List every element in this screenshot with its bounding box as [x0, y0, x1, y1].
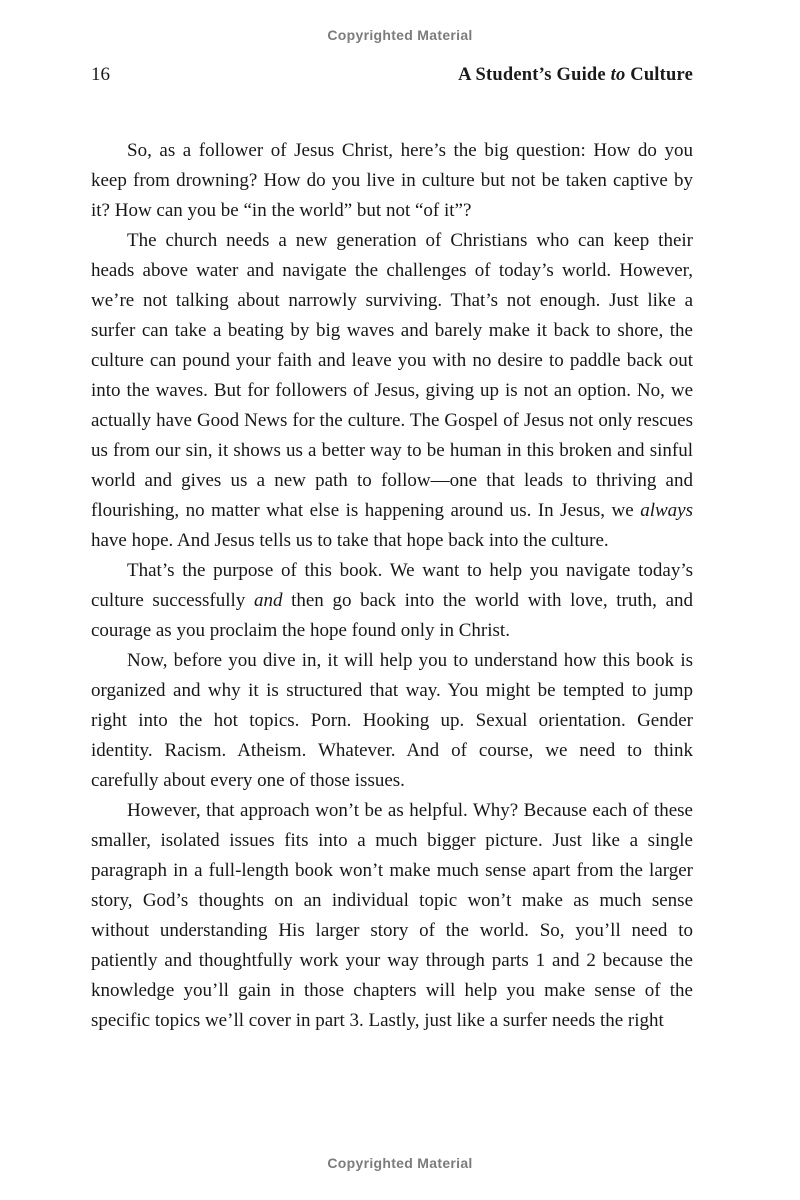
running-title-post: Culture [625, 65, 693, 85]
copyright-notice-top: Copyrighted Material [327, 27, 473, 43]
text-run: The church needs a new generation of Christians who can keep their heads above water and navigate the challenges of today’s world. However, we’re not talking about narrowly surviving. That’s not enough. Just like a surfer can take a beating by big waves and barely make it back to shore, the culture can pound your faith and leave you with no desire to paddle back out into the waves. But for followers of Jesus, giving up is not an option. No, we actually have Good News for the culture. The Gospel of Jesus not only rescues us from our sin, it shows us a better way to be human in this broken and sinful world and gives us a new path to follow—one that leads to thriving and flourishing, no matter what else is happening around us. In Jesus, we [91, 230, 693, 521]
body-paragraph [91, 646, 693, 796]
text-run: Now, before you dive in, it will help you to understand how this book is organized and why it is structured that way. You might be tempted to jump right into the hot topics. Porn. Hooking up. Sexual orientation. Gender identity. Racism. Atheism. Whatever. And of course, we need to think carefully about every one of those issues. [91, 650, 693, 791]
running-title [458, 65, 693, 86]
running-title-pre: A Student’s Guide [458, 65, 611, 85]
text-run: have hope. And Jesus tells us to take that hope back into the culture. [91, 530, 609, 551]
body-paragraph [91, 796, 693, 1036]
italic-text-run: always [640, 500, 693, 521]
copyright-notice-bottom: Copyrighted Material [327, 1155, 473, 1171]
body-text [91, 136, 693, 1036]
running-title-italic: to [610, 65, 626, 85]
text-run: However, that approach won’t be as helpful. Why? Because each of these smaller, isolated issues fits into a much bigger picture. Just like a single paragraph in a full-length book won’t make much sense apart from the larger story, God’s thoughts on an individual topic won’t make as much sense without understanding His larger story of the world. So, you’ll need to patiently and thoughtfully work your way through parts 1 and 2 because the knowledge you’ll gain in those chapters will help you make sense of the specific topics we’ll cover in part 3. Lastly, just like a surfer needs the right [91, 800, 693, 1031]
text-run: So, as a follower of Jesus Christ, here’s the big question: How do you keep from drowning? How do you live in culture but not be taken captive by it? How can you be “in the world” but not “of it”? [91, 140, 693, 221]
body-paragraph [91, 556, 693, 646]
body-paragraph [91, 136, 693, 226]
italic-text-run: and [253, 590, 283, 611]
page-number: 16 [91, 64, 110, 85]
page-header [91, 64, 693, 86]
body-paragraph [91, 226, 693, 556]
text-run: then go back into the world with love, truth, and courage as you proclaim the hope found only in Christ. [91, 590, 693, 641]
text-run: That’s the purpose of this book. We want to help you navigate today’s culture successfully [91, 560, 693, 611]
